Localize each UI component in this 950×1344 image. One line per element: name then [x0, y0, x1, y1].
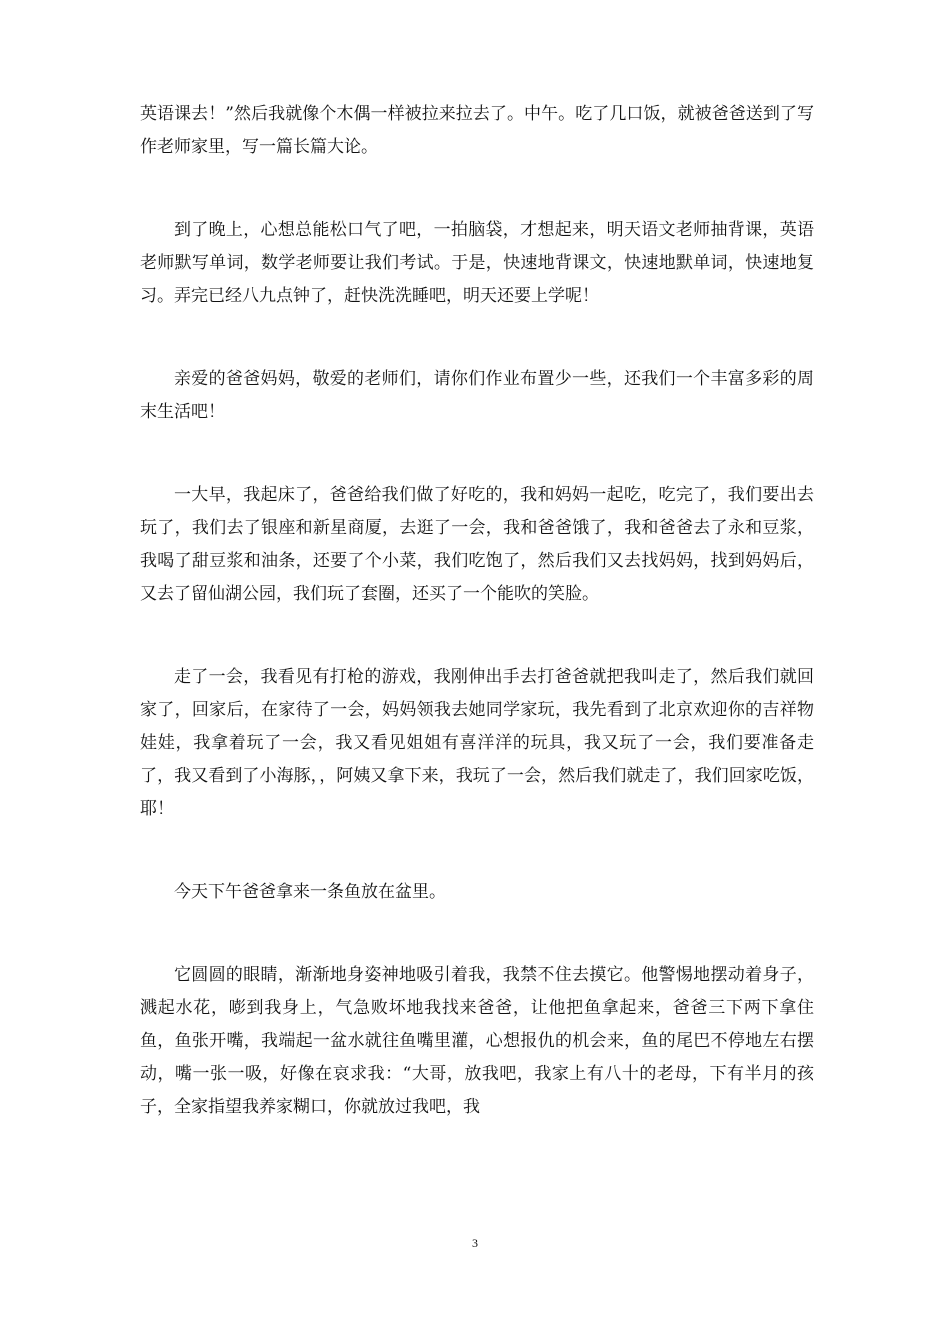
page-number: 3: [472, 1236, 478, 1250]
paragraph: 走了一会，我看见有打枪的游戏，我刚伸出手去打爸爸就把我叫走了，然后我们就回家了，回家后，在家待了一会，妈妈领我去她同学家玩，我先看到了北京欢迎你的吉祥物娃娃，我拿着玩了一会，我又看见姐姐有喜洋洋的玩具，我又玩了一会，我们要准备走了，我又看到了小海豚，，阿姨又拿下来，我玩了一会，然后我们就走了，我们回家吃饭，耶！: [140, 667, 814, 819]
paragraph: 它圆圆的眼睛，渐渐地身姿神地吸引着我，我禁不住去摸它。他警惕地摆动着身子，溅起水花，嘭到我身上，气急败坏地我找来爸爸，让他把鱼拿起来，爸爸三下两下拿住鱼，鱼张开嘴，我端起一盆水就往鱼嘴里灌，心想报仇的机会来，鱼的尾巴不停地左右摆动，嘴一张一吸，好像在哀求我：“大哥，放我吧，我家上有八十的老母，下有半月的孩子，全家指望我养家糊口，你就放过我吧，我: [140, 965, 814, 1117]
paragraph: 亲爱的爸爸妈妈，敬爱的老师们，请你们作业布置少一些，还我们一个丰富多彩的周末生活吧！: [140, 369, 814, 422]
paragraph: 一大早，我起床了，爸爸给我们做了好吃的，我和妈妈一起吃，吃完了，我们要出去玩了，我们去了银座和新星商厦，去逛了一会，我和爸爸饿了，我和爸爸去了永和豆浆，我喝了甜豆浆和油条，还要了个小菜，我们吃饱了，然后我们又去找妈妈，找到妈妈后，又去了留仙湖公园，我们玩了套圈，还买了一个能吹的笑脸。: [140, 485, 814, 604]
paragraph: 今天下午爸爸拿来一条鱼放在盆里。: [174, 882, 446, 902]
document-body: [140, 98, 814, 1174]
paragraph: 英语课去！”然后我就像个木偶一样被拉来拉去了。中午。吃了几口饭，就被爸爸送到了写作老师家里，写一篇长篇大论。: [140, 104, 814, 157]
paragraph: 到了晚上，心想总能松口气了吧，一拍脑袋，才想起来，明天语文老师抽背课，英语老师默写单词，数学老师要让我们考试。于是，快速地背课文，快速地默单词，快速地复习。弄完已经八九点钟了，赶快洗洗睡吧，明天还要上学呢！: [140, 220, 814, 306]
